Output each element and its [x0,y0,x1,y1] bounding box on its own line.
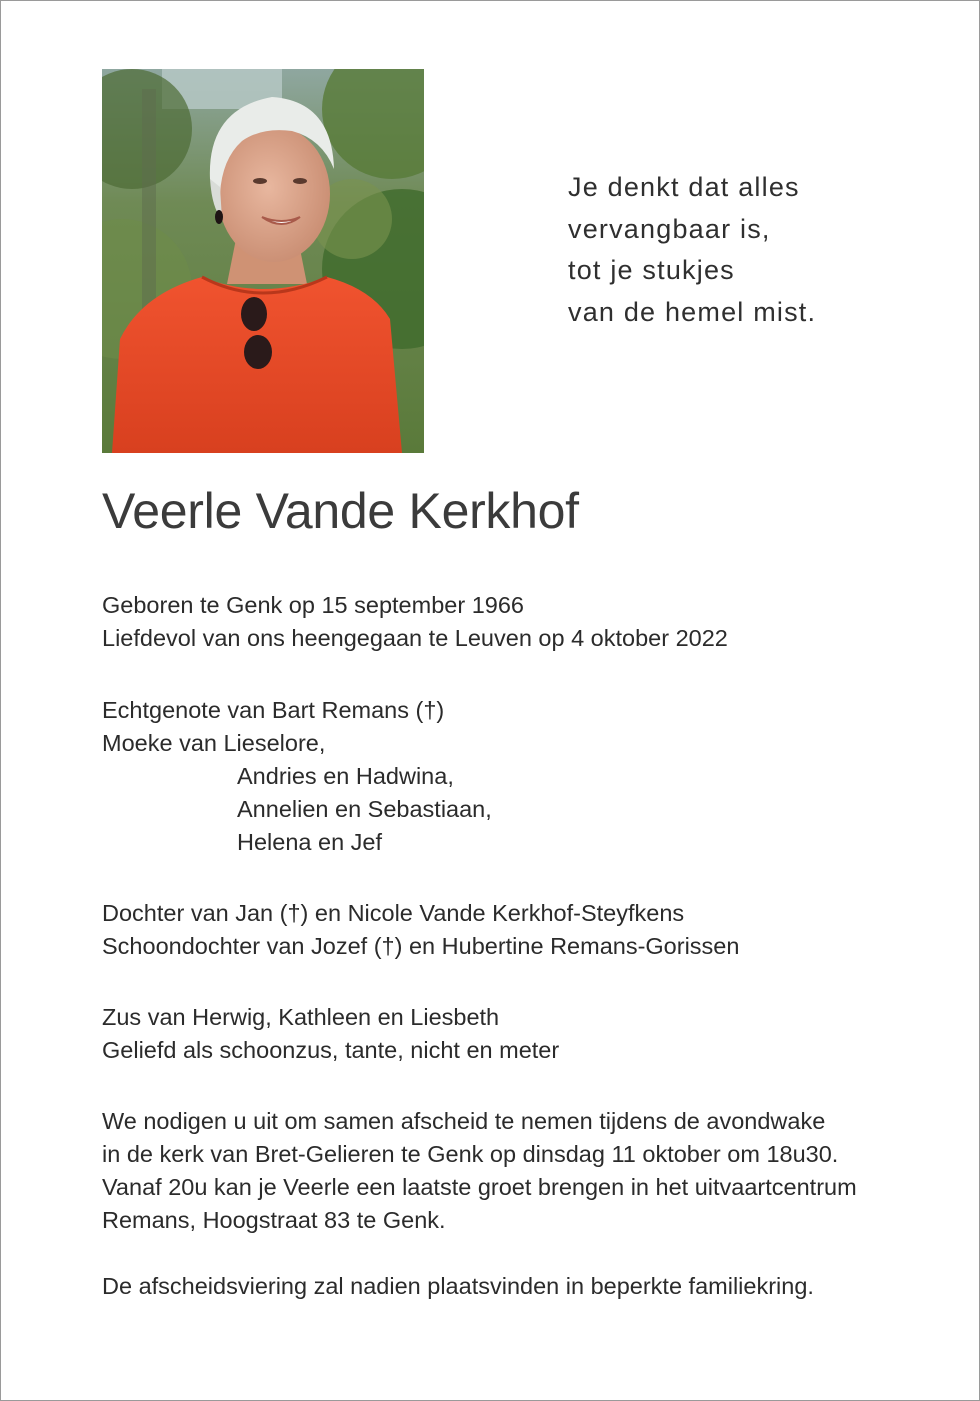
poem-line: van de hemel mist. [568,296,817,327]
siblings-line: Zus van Herwig, Kathleen en Liesbeth [102,1004,500,1030]
children-lead-line: Moeke van Lieselore, [102,730,326,756]
spouse-line: Echtgenote van Bart Remans (†) [102,697,445,723]
poem-line: tot je stukjes [568,255,735,285]
birth-death-info [102,589,728,655]
family-info [102,1001,559,1067]
spouse-children-info [102,694,492,859]
deceased-name: Veerle Vande Kerkhof [102,483,579,539]
death-line: Liefdevol van ons heengegaan te Leuven op 4 oktober 2022 [102,625,728,651]
children-line: Helena en Jef [237,829,383,855]
portrait-photo [102,69,424,453]
children-line: Andries en Hadwina, [237,763,454,789]
poem-line: vervangbaar is, [568,213,771,244]
in-laws-line: Schoondochter van Jozef (†) en Hubertine Remans-Gorissen [102,933,740,959]
invitation-line: Vanaf 20u kan je Veerle een laatste groet brengen in het uitvaartcentrum [102,1174,857,1200]
poem-line: Je denkt dat alles [568,172,800,202]
poem [568,167,816,333]
parents-info [102,897,739,963]
children-line: Annelien en Sebastiaan, [237,796,492,822]
parents-line: Dochter van Jan (†) en Nicole Vande Kerkhof-Steyfkens [102,900,685,926]
birth-line: Geboren te Genk op 15 september 1966 [102,592,524,618]
invitation-line: We nodigen u uit om samen afscheid te nemen tijdens de avondwake [102,1108,826,1134]
invitation-line: in de kerk van Bret-Gelieren te Genk op dinsdag 11 oktober om 18u30. [102,1141,839,1167]
invitation-text [102,1105,857,1237]
closing-text [102,1270,814,1303]
invitation-line: Remans, Hoogstraat 83 te Genk. [102,1207,446,1233]
closing-line: De afscheidsviering zal nadien plaatsvinden in beperkte familiekring. [102,1273,814,1299]
relations-line: Geliefd als schoonzus, tante, nicht en meter [102,1037,560,1063]
